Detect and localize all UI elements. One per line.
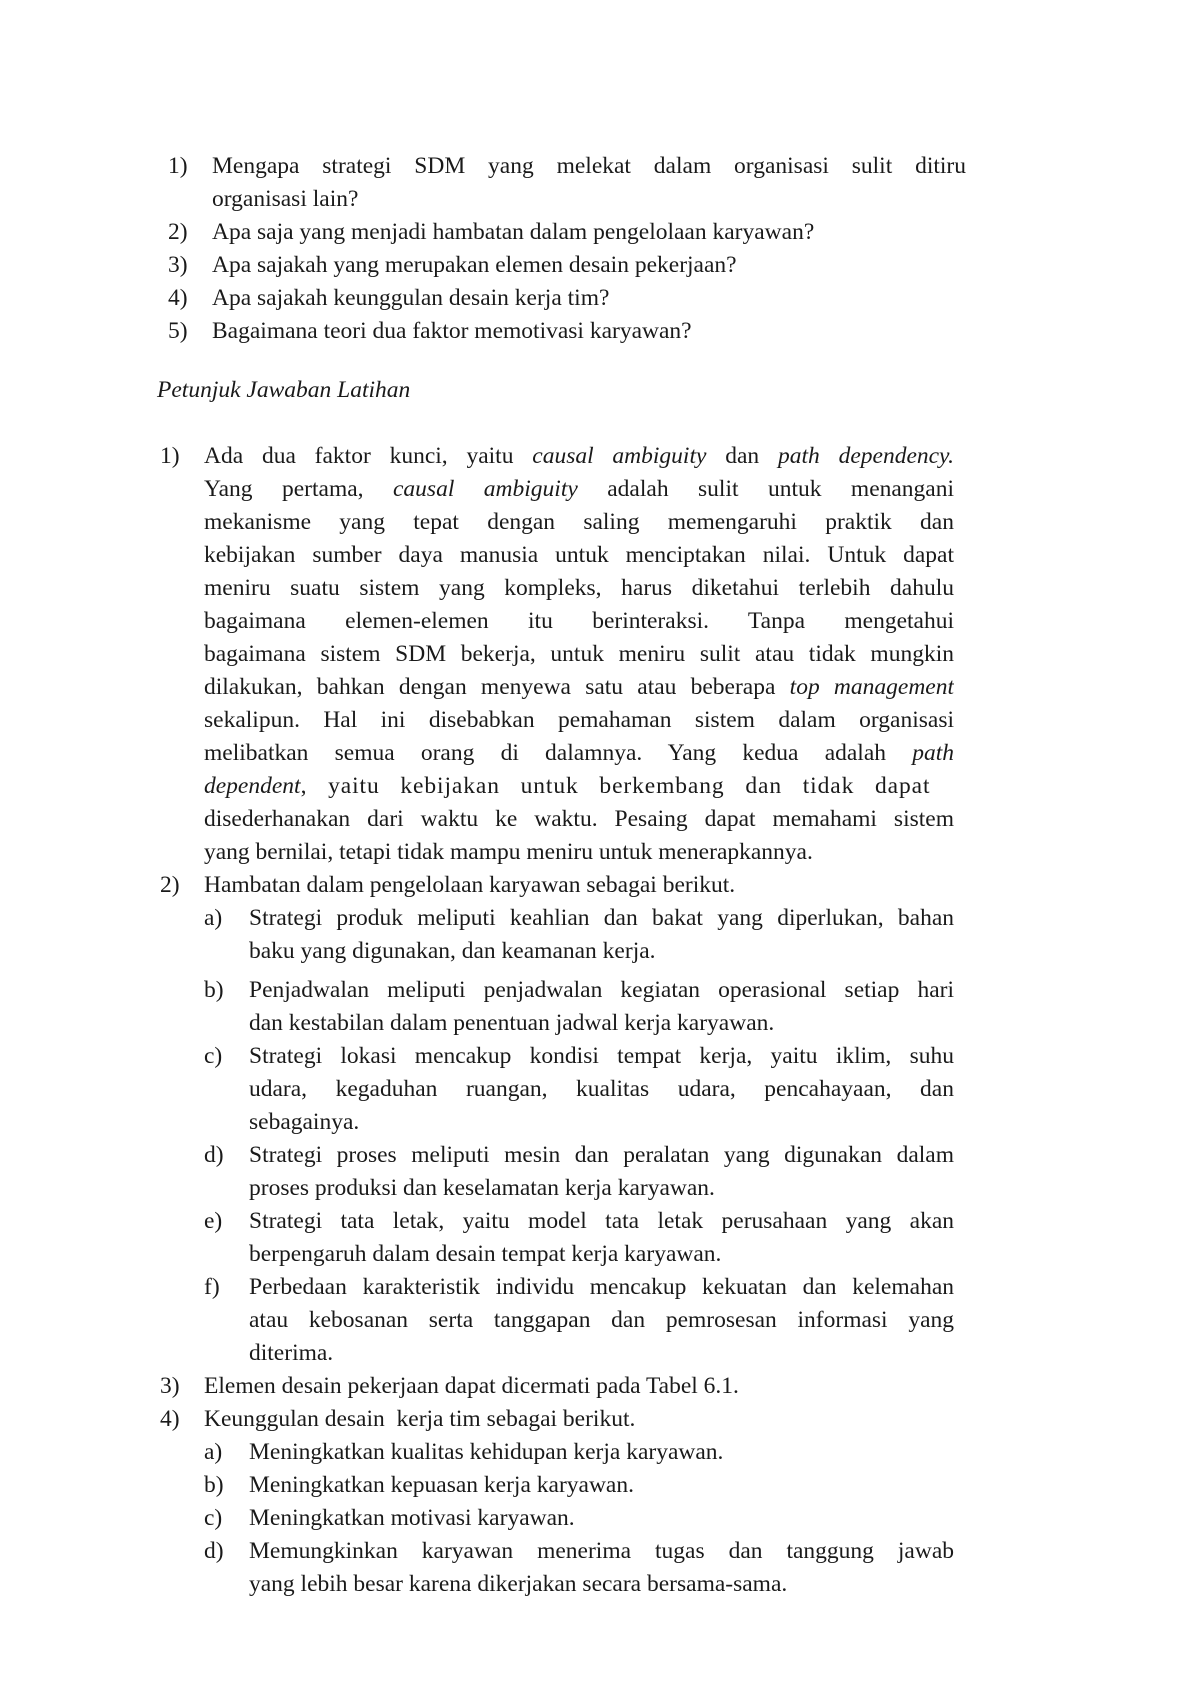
item-line: udara, kegaduhan ruangan, kualitas udara, pencahayaan, dan bbox=[249, 1076, 954, 1102]
item-letter: e) bbox=[204, 1208, 223, 1234]
answer-line: yang bernilai, tetapi tidak mampu meniru untuk menerapkannya. bbox=[204, 839, 813, 865]
question-number: 1) bbox=[168, 153, 188, 179]
question-text: Apa sajakah yang merupakan elemen desain pekerjaan? bbox=[212, 252, 737, 278]
item-line: yang lebih besar karena dikerjakan secara bersama-sama. bbox=[249, 1571, 788, 1597]
answer-line: disederhanakan dari waktu ke waktu. Pesaing dapat memahami sistem bbox=[204, 806, 954, 832]
answer-line: Ada dua faktor kunci, yaitu causal ambiguity dan path dependency. bbox=[204, 443, 954, 469]
item-letter: c) bbox=[204, 1505, 223, 1531]
item-line: Meningkatkan motivasi karyawan. bbox=[249, 1505, 575, 1531]
answer-line: Yang pertama, causal ambiguity adalah sulit untuk menangani bbox=[204, 476, 954, 502]
item-line: Strategi proses meliputi mesin dan peralatan yang digunakan dalam bbox=[249, 1142, 954, 1168]
item-line: atau kebosanan serta tanggapan dan pemrosesan informasi yang bbox=[249, 1307, 954, 1333]
answer-line: bagaimana sistem SDM bekerja, untuk meniru sulit atau tidak mungkin bbox=[204, 641, 954, 667]
item-line: Strategi lokasi mencakup kondisi tempat kerja, yaitu iklim, suhu bbox=[249, 1043, 954, 1069]
item-line: Memungkinkan karyawan menerima tugas dan tanggung jawab bbox=[249, 1538, 954, 1564]
question-text: Apa saja yang menjadi hambatan dalam pengelolaan karyawan? bbox=[212, 219, 815, 245]
answer-line: meniru suatu sistem yang kompleks, harus diketahui terlebih dahulu bbox=[204, 575, 954, 601]
question-number: 5) bbox=[168, 318, 188, 344]
question-text: Apa sajakah keunggulan desain kerja tim? bbox=[212, 285, 610, 311]
answer-number: 4) bbox=[160, 1406, 180, 1432]
item-line: Perbedaan karakteristik individu mencakup kekuatan dan kelemahan bbox=[249, 1274, 954, 1300]
item-line: berpengaruh dalam desain tempat kerja karyawan. bbox=[249, 1241, 722, 1267]
question-number: 4) bbox=[168, 285, 188, 311]
answer-intro: Keunggulan desain kerja tim sebagai berikut. bbox=[204, 1406, 636, 1432]
item-letter: c) bbox=[204, 1043, 223, 1069]
answer-line: dilakukan, bahkan dengan menyewa satu atau beberapa top management bbox=[204, 674, 954, 700]
item-line: Penjadwalan meliputi penjadwalan kegiatan operasional setiap hari bbox=[249, 977, 954, 1003]
answer-line: mekanisme yang tepat dengan saling memengaruhi praktik dan bbox=[204, 509, 954, 535]
item-letter: f) bbox=[204, 1274, 220, 1300]
answer-heading: Petunjuk Jawaban Latihan bbox=[157, 377, 411, 403]
item-letter: d) bbox=[204, 1142, 224, 1168]
answer-intro: Hambatan dalam pengelolaan karyawan sebagai berikut. bbox=[204, 872, 736, 898]
answer-line: kebijakan sumber daya manusia untuk menciptakan nilai. Untuk dapat bbox=[204, 542, 954, 568]
question-number: 2) bbox=[168, 219, 188, 245]
answer-number: 2) bbox=[160, 872, 180, 898]
question-number: 3) bbox=[168, 252, 188, 278]
item-line: dan kestabilan dalam penentuan jadwal kerja karyawan. bbox=[249, 1010, 775, 1036]
question-text: organisasi lain? bbox=[212, 186, 359, 212]
answer-text: Elemen desain pekerjaan dapat dicermati pada Tabel 6.1. bbox=[204, 1373, 739, 1399]
item-line: diterima. bbox=[249, 1340, 334, 1366]
item-letter: a) bbox=[204, 905, 223, 931]
answer-number: 1) bbox=[160, 443, 180, 469]
answer-line: bagaimana elemen-elemen itu berinteraksi. Tanpa mengetahui bbox=[204, 608, 954, 634]
item-line: Strategi produk meliputi keahlian dan bakat yang diperlukan, bahan bbox=[249, 905, 954, 931]
item-letter: b) bbox=[204, 1472, 224, 1498]
item-letter: b) bbox=[204, 977, 224, 1003]
item-line: baku yang digunakan, dan keamanan kerja. bbox=[249, 938, 656, 964]
item-letter: d) bbox=[204, 1538, 224, 1564]
item-line: Meningkatkan kepuasan kerja karyawan. bbox=[249, 1472, 634, 1498]
answer-number: 3) bbox=[160, 1373, 180, 1399]
answer-line: melibatkan semua orang di dalamnya. Yang kedua adalah path bbox=[204, 740, 954, 766]
item-line: Strategi tata letak, yaitu model tata letak perusahaan yang akan bbox=[249, 1208, 954, 1234]
answer-line: sekalipun. Hal ini disebabkan pemahaman sistem dalam organisasi bbox=[204, 707, 954, 733]
question-text: Mengapa strategi SDM yang melekat dalam organisasi sulit ditiru bbox=[212, 153, 966, 179]
item-line: sebagainya. bbox=[249, 1109, 360, 1135]
item-letter: a) bbox=[204, 1439, 223, 1465]
item-line: Meningkatkan kualitas kehidupan kerja karyawan. bbox=[249, 1439, 724, 1465]
item-line: proses produksi dan keselamatan kerja karyawan. bbox=[249, 1175, 715, 1201]
answer-line: dependent, yaitu kebijakan untuk berkembang dan tidak dapat bbox=[204, 773, 931, 799]
question-text: Bagaimana teori dua faktor memotivasi karyawan? bbox=[212, 318, 692, 344]
